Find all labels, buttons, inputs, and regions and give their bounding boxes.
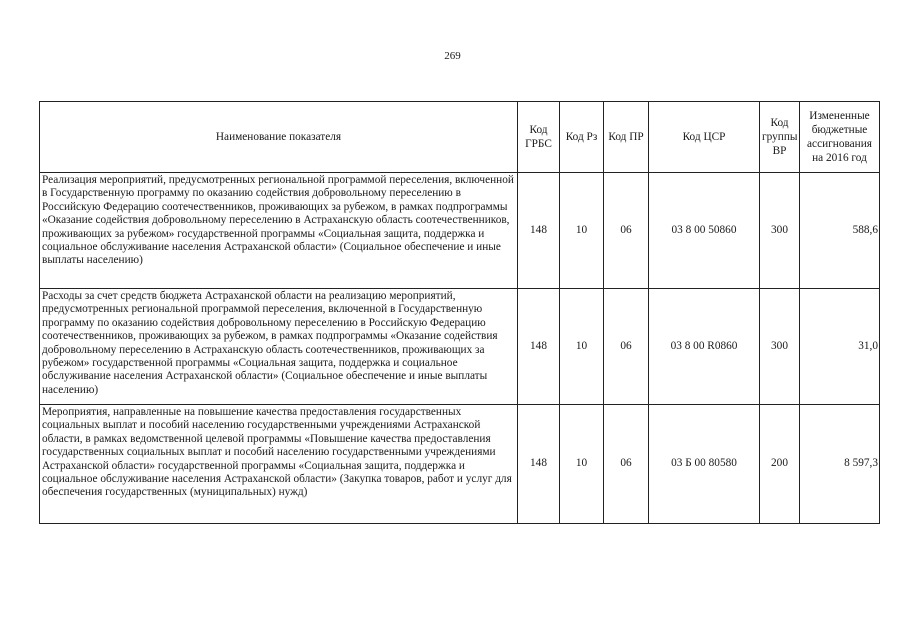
table-row bbox=[40, 289, 880, 405]
header-amount: Измененные бюджетные ассигнования на 2016 год bbox=[800, 102, 880, 173]
header-pr: Код ПР bbox=[604, 102, 649, 173]
row-vr: 300 bbox=[760, 289, 800, 405]
row-rz: 10 bbox=[560, 173, 604, 289]
header-name: Наименование показателя bbox=[40, 102, 518, 173]
row-vr: 300 bbox=[760, 173, 800, 289]
row-csr: 03 8 00 R0860 bbox=[649, 289, 760, 405]
row-rz: 10 bbox=[560, 405, 604, 524]
row-name: Мероприятия, направленные на повышение качества предоставления государственных социальных выплат и пособий населению государственными учреждениями Астраханской области, в рамках ведомственной целевой программы «Повышение качества предоставления государственных социальных выплат и пособий населению государственными учреждениями Астраханской области» государственной программы «Социальная защита, поддержка и социальное обслуживание населения Астраханской области» (Закупка товаров, работ и услуг для обеспечения государственных (муниципальных) нужд) bbox=[40, 405, 518, 524]
header-grbs: Код ГРБС bbox=[518, 102, 560, 173]
row-amount: 31,0 bbox=[800, 289, 880, 405]
page-number: 269 bbox=[444, 50, 461, 62]
row-csr: 03 Б 00 80580 bbox=[649, 405, 760, 524]
header-csr: Код ЦСР bbox=[649, 102, 760, 173]
table-row bbox=[40, 405, 880, 524]
row-name: Реализация мероприятий, предусмотренных региональной программой переселения, включенной в Государственную программу по оказанию содействия добровольному переселению в Российскую Федерацию соотечественников, проживающих за рубежом, в рамках подпрограммы «Оказание содействия добровольному переселению в Астраханскую область соотечественников, проживающих за рубежом» государственной программы «Социальная защита, поддержка и социальное обслуживание населения Астраханской области» (Социальное обеспечение и иные выплаты населению) bbox=[40, 173, 518, 289]
row-pr: 06 bbox=[604, 289, 649, 405]
table-header-row bbox=[40, 102, 880, 173]
row-rz: 10 bbox=[560, 289, 604, 405]
row-vr: 200 bbox=[760, 405, 800, 524]
row-grbs: 148 bbox=[518, 289, 560, 405]
budget-allocation-table bbox=[39, 101, 880, 524]
row-amount: 588,6 bbox=[800, 173, 880, 289]
row-grbs: 148 bbox=[518, 173, 560, 289]
row-name: Расходы за счет средств бюджета Астраханской области на реализацию мероприятий, предусмотренных региональной программой переселения, включенной в Государственную программу по оказанию содействия добровольному переселению в Российскую Федерацию соотечественников, проживающих за рубежом, в рамках подпрограммы «Оказание содействия добровольному переселению в Астраханскую область соотечественников, проживающих за рубежом» государственной программы «Социальная защита, поддержка и социальное обслуживание населения Астраханской области» (Социальное обеспечение и иные выплаты населению) bbox=[40, 289, 518, 405]
row-csr: 03 8 00 50860 bbox=[649, 173, 760, 289]
row-pr: 06 bbox=[604, 405, 649, 524]
header-vr: Код группы ВР bbox=[760, 102, 800, 173]
table-row bbox=[40, 173, 880, 289]
header-rz: Код Рз bbox=[560, 102, 604, 173]
row-pr: 06 bbox=[604, 173, 649, 289]
row-grbs: 148 bbox=[518, 405, 560, 524]
row-amount: 8 597,3 bbox=[800, 405, 880, 524]
